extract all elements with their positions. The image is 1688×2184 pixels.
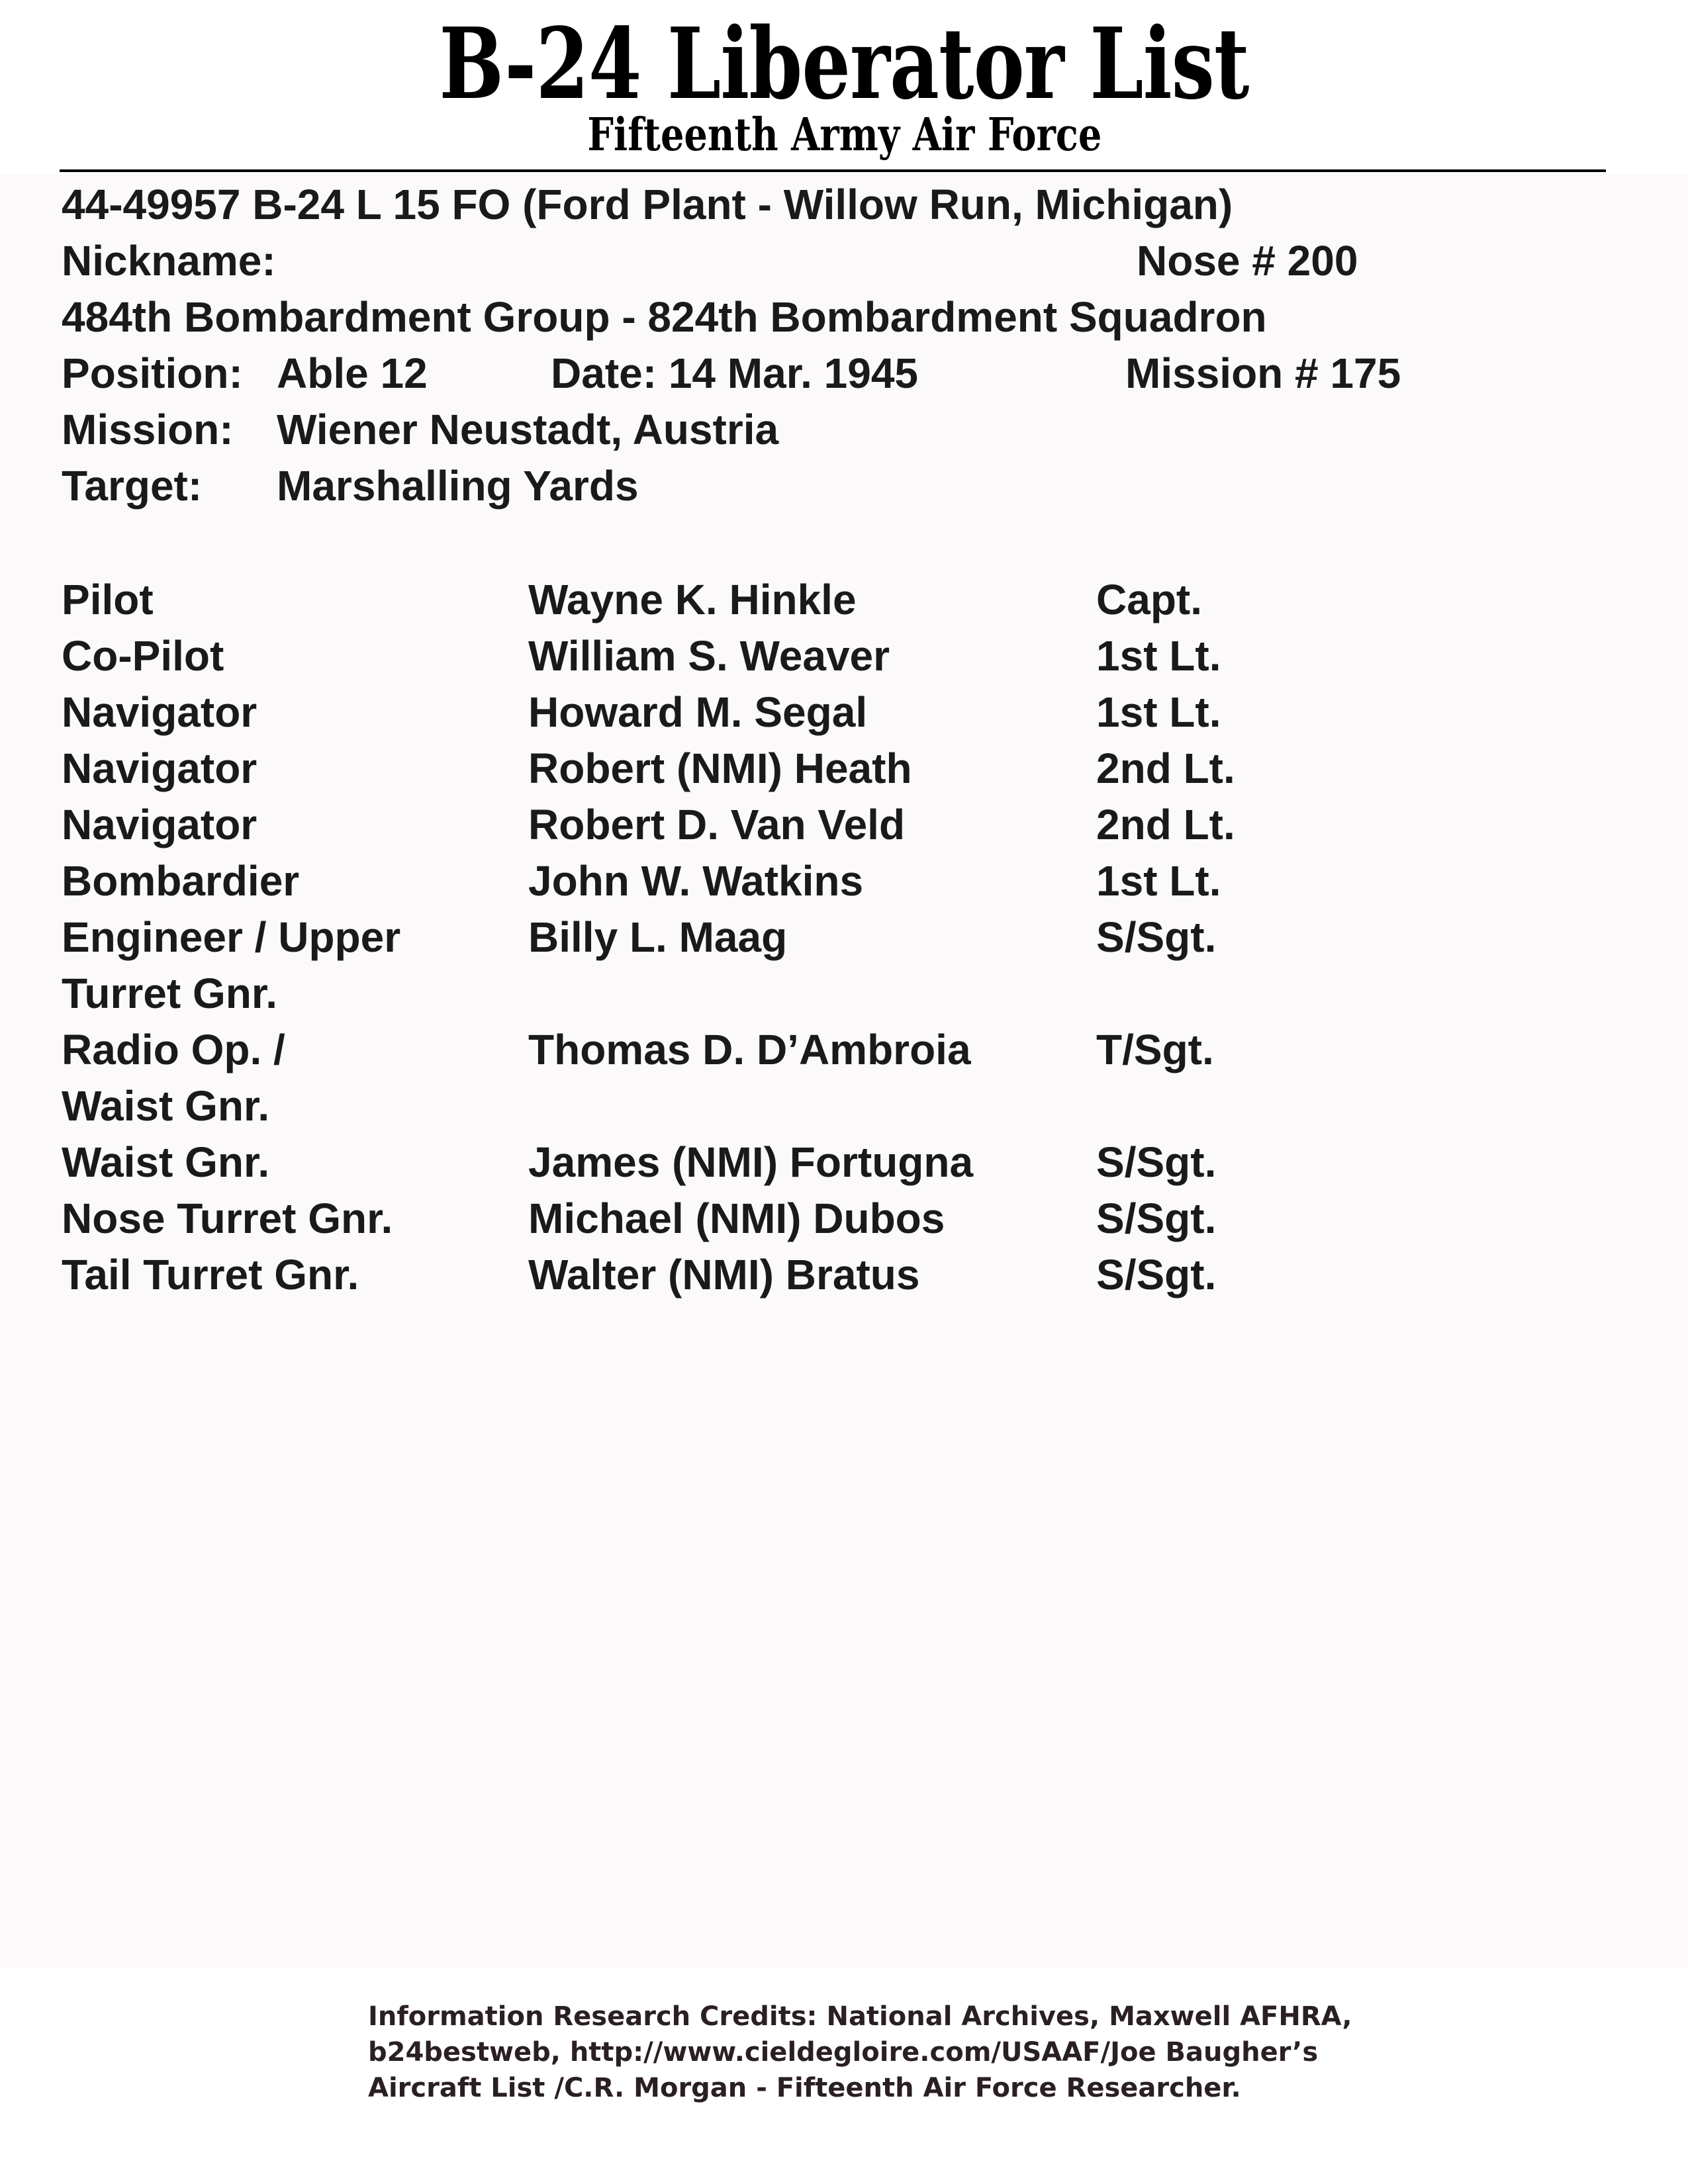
crew-name: Howard M. Segal xyxy=(528,688,868,736)
crew-position: Co-Pilot xyxy=(62,632,224,680)
crew-position: Waist Gnr. xyxy=(62,1138,270,1186)
crew-position: Navigator xyxy=(62,688,258,736)
crew-name: Billy L. Maag xyxy=(528,913,788,961)
crew-position: Nose Turret Gnr. xyxy=(62,1195,393,1242)
crew-position: Radio Op. / Waist Gnr. xyxy=(62,1026,285,1130)
crew-rank: Capt. xyxy=(1096,576,1202,623)
crew-position: Engineer / Upper Turret Gnr. xyxy=(62,913,401,1017)
crew-rank: S/Sgt. xyxy=(1096,1195,1217,1242)
position-label: Position: xyxy=(62,349,243,397)
crew-name: John W. Watkins xyxy=(528,857,864,905)
crew-name: James (NMI) Fortugna xyxy=(528,1138,974,1186)
crew-name: Wayne K. Hinkle xyxy=(528,576,857,623)
crew-rank: S/Sgt. xyxy=(1096,1251,1217,1298)
mission-label: Mission: xyxy=(62,406,234,453)
crew-position: Navigator xyxy=(62,745,258,792)
crew-name: Robert (NMI) Heath xyxy=(528,745,912,792)
research-credits: Information Research Credits: National Archives, Maxwell AFHRA, b24bestweb, http://www.cieldegloire.com/USAAF/Joe Baugher’s Aircraft List /C.R. Morgan - Fifteenth Air Force Researcher. xyxy=(368,2001,1352,2103)
unit-line: 484th Bombardment Group - 824th Bombardment Squadron xyxy=(62,293,1267,341)
crew-rank: 1st Lt. xyxy=(1096,632,1221,680)
crew-position: Pilot xyxy=(62,576,154,623)
header-divider xyxy=(60,169,1606,172)
page-header xyxy=(0,0,1688,173)
crew-rank: 1st Lt. xyxy=(1096,688,1221,736)
crew-position: Bombardier xyxy=(62,857,300,905)
nickname-label: Nickname: xyxy=(62,237,276,285)
crew-name: Michael (NMI) Dubos xyxy=(528,1195,945,1242)
mission-value: Wiener Neustadt, Austria xyxy=(277,406,779,453)
crew-name: Thomas D. D’Ambroia xyxy=(528,1026,971,1073)
position-value: Able 12 xyxy=(277,349,428,397)
crew-rank: T/Sgt. xyxy=(1096,1026,1214,1073)
crew-name: Robert D. Van Veld xyxy=(528,801,906,848)
crew-rank: 1st Lt. xyxy=(1096,857,1221,905)
mission-date: Date: 14 Mar. 1945 xyxy=(551,349,918,397)
target-value: Marshalling Yards xyxy=(277,462,639,510)
crew-name: William S. Weaver xyxy=(528,632,890,680)
crew-name: Walter (NMI) Bratus xyxy=(528,1251,920,1298)
aircraft-serial-line: 44-49957 B-24 L 15 FO (Ford Plant - Willow Run, Michigan) xyxy=(62,181,1233,228)
crew-rank: S/Sgt. xyxy=(1096,1138,1217,1186)
crew-rank: S/Sgt. xyxy=(1096,913,1217,961)
target-label: Target: xyxy=(62,462,203,510)
mission-number: Mission # 175 xyxy=(1125,349,1401,397)
crew-position: Tail Turret Gnr. xyxy=(62,1251,359,1298)
crew-rank: 2nd Lt. xyxy=(1096,801,1235,848)
nose-number: Nose # 200 xyxy=(1137,237,1358,285)
crew-position: Navigator xyxy=(62,801,258,848)
page-subtitle: Fifteenth Army Air Force xyxy=(587,109,1102,161)
crew-rank: 2nd Lt. xyxy=(1096,745,1235,792)
page-title: B-24 Liberator List xyxy=(439,6,1249,121)
